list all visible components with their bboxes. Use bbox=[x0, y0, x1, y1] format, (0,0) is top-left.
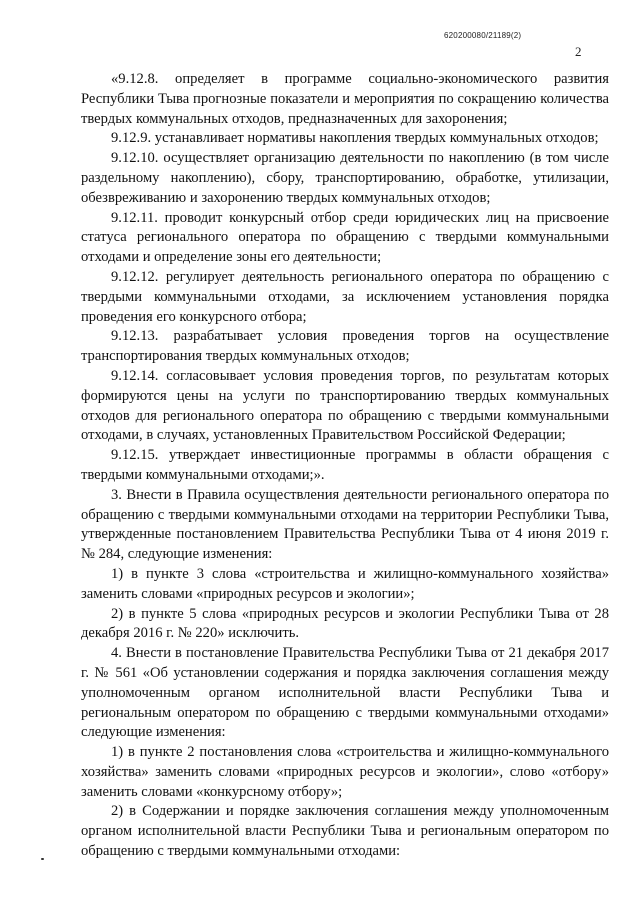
paragraph-item-3-sub-1: 1) в пункте 3 слова «строительства и жилищно-коммунального хозяйства» заменить словами «природных ресурсов и экологии»; bbox=[81, 565, 609, 602]
paragraph-9-12-13: 9.12.13. разрабатывает условия проведения торгов на осуществление транспортирования твердых коммунальных отходов; bbox=[81, 328, 609, 365]
paragraph-9-12-12: 9.12.12. регулирует деятельность регионального оператора по обращению с твердыми коммунальными отходами, за исключением установления порядка проведения его конкурсного отбора; bbox=[81, 268, 609, 325]
paragraph-9-12-14: 9.12.14. согласовывает условия проведения торгов, по результатам которых формируются цены на услуги по транспортированию твердых коммунальных отходов для регионального оператора по обращению с твердыми коммунальными отходами, в случаях, установленных Правительством Российской Федерации; bbox=[81, 367, 609, 444]
document-id: 620200080/21189(2) bbox=[444, 31, 522, 40]
paragraph-item-4-sub-1: 1) в пункте 2 постановления слова «строительства и жилищно-коммунального хозяйства» заменить словами «природных ресурсов и экологии», слово «отбору» заменить словами «конкурсному отбору»; bbox=[81, 744, 609, 800]
paragraph-item-3: 3. Внести в Правила осуществления деятельности регионального оператора по обращению с твердыми коммунальными отходами на территории Республики Тыва, утвержденные постановлением Правительства Республики Тыва от 4 июня 2019 г. № 284, следующие изменения: bbox=[81, 486, 609, 563]
paragraph-item-3-sub-2: 2) в пункте 5 слова «природных ресурсов и экологии Республики Тыва от 28 декабря 2016 г. № 220» исключить. bbox=[81, 605, 609, 642]
page-number: 2 bbox=[575, 44, 582, 59]
scan-artifact-dot bbox=[41, 858, 44, 860]
paragraph-9-12-10: 9.12.10. осуществляет организацию деятельности по накоплению (в том числе раздельному накоплению), сбору, транспортированию, обработке, утилизации, обезвреживанию и захоронению твердых коммунальных отходов; bbox=[81, 150, 609, 206]
paragraph-9-12-11: 9.12.11. проводит конкурсный отбор среди юридических лиц на присвоение статуса регионального оператора по обращению с твердыми коммунальными отходами и определение зоны его деятельности; bbox=[81, 209, 609, 266]
paragraph-item-4-sub-2: 2) в Содержании и порядке заключения соглашения между уполномоченным органом исполнительной власти Республики Тыва и региональным оператором по обращению с твердыми коммунальными отходами: bbox=[81, 803, 609, 860]
paragraph-9-12-9: 9.12.9. устанавливает нормативы накопления твердых коммунальных отходов; bbox=[111, 130, 599, 147]
document-body bbox=[81, 70, 609, 862]
paragraph-item-4: 4. Внести в постановление Правительства Республики Тыва от 21 декабря 2017 г. № 561 «Об установлении содержания и порядка заключения соглашения между уполномоченным органом исполнительной власти Республики Тыва и региональным оператором по обращению с твердыми коммунальными отходами» следующие изменения: bbox=[81, 645, 609, 741]
paragraph-9-12-8: «9.12.8. определяет в программе социально-экономического развития Республики Тыва прогнозные показатели и мероприятия по сокращению количества твердых коммунальных отходов, предназначенных для захоронения; bbox=[81, 71, 609, 127]
paragraph-9-12-15: 9.12.15. утверждает инвестиционные программы в области обращения с твердыми коммунальными отходами;». bbox=[81, 447, 609, 483]
